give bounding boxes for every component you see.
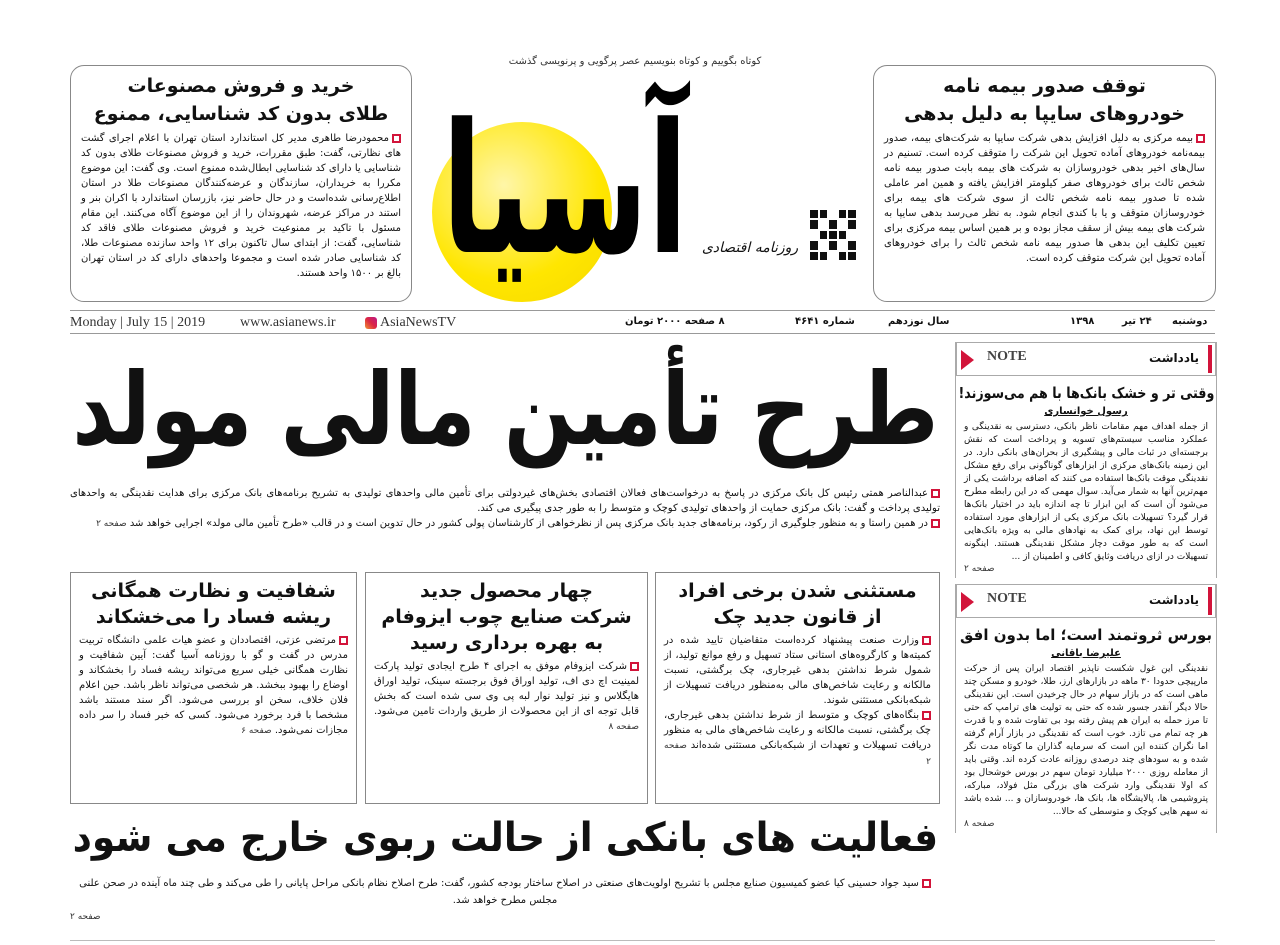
note-title: [956, 624, 1216, 646]
story-title: [664, 578, 931, 604]
note-title-text: وقتی تر و خشک بانک‌ها با هم می‌سوزند!: [958, 384, 1214, 402]
newspaper-logo: [440, 76, 690, 306]
page-ref: صفحه ۲: [664, 741, 931, 767]
issue-number: شماره ۴۶۴۱: [795, 316, 855, 327]
bottom-headline-text: فعالیت های بانکی از حالت ربوی خارج می شود: [72, 815, 938, 861]
accent-bar: [1208, 345, 1212, 373]
story-title: [79, 578, 348, 604]
story-title-text: به بهره برداری رسید: [409, 632, 604, 654]
bottom-headline: [70, 808, 940, 868]
page-ref: صفحه ۶: [241, 726, 272, 736]
instagram-icon: [365, 317, 377, 329]
story-title-text: چهار محصول جدید: [420, 580, 593, 602]
bullet-icon: [339, 636, 348, 645]
main-headline: [70, 340, 940, 480]
page-ref: صفحه ۸: [608, 722, 639, 732]
story-body: شرکت ایزوفام موفق به اجرای ۴ طرح ایجادی تولید پارکت لمینیت اچ دی اف، تولید اوراق فوق برجسته سینک، تولید اوراق هایگلاس و نیز تولید نوار لبه پی وی سی شده است که بخش قابل توجه ای از این محصولات از طریق واردات تامین می‌شود.: [374, 661, 639, 717]
note-author: رسول خوانساری: [1044, 406, 1128, 417]
bullet-icon: [922, 711, 931, 720]
story-title-text: شفافیت و نظارت همگانی: [91, 580, 336, 602]
story-title: [884, 100, 1205, 128]
story-title-text: توقف صدور بیمه نامه: [943, 75, 1146, 97]
story-title-text: ریشه فساد را می‌خشکاند: [95, 606, 332, 628]
triangle-icon: [961, 350, 974, 370]
story-body: محمودرضا طاهری مدیر کل استاندارد استان تهران با اعلام اجرای گشت های نظارتی، گفت: طبق مقررات، خرید و فروش مصنوعات طلای بدون کد شناسایی یا دارای کد شناسایی ابطال‌شده ممنوع است. وی گفت: این موضوع مکررا به خریداران، سازندگان و عرضه‌کنندگان مصنوعات طلا در استان اطلاع‌رسانی شده‌است و در حال حاضر نیز، بازرسان استاندارد با اکران بنر و استند در مراکز عرضه، شهروندان را از این موضوع آگاه می‌کنند. این مقام مسئول با تاکید بر ممنوعیت خرید و فروش مصنوعات طلای فاقد کد شناسایی، گفت: از ابتدای سال تاکنون برای ۱۲ واحد سازنده مصنوعات طلا، کد شناسایی صادر شده است و مجموعا واحدهای دارای کد در استان تهران بالغ بر ۱۵۰۰ واحد هستند.: [81, 133, 401, 279]
year-persian: ۱۳۹۸: [1070, 316, 1095, 327]
story-transparency: [70, 572, 357, 804]
story-body: وزارت صنعت پیشنهاد کرده‌است متقاضیان تایید شده در کمیته‌ها و کارگروه‌های استانی ستاد تسهیل و رفع موانع تولید، از شمول شرط نداشتن بدهی غیرجاری، چک برگشتی، نسبت مالکانه و رعایت شاخص‌های مالی به‌منظور دریافت تسهیلات از شبکه‌بانکی مستثنی شوند.: [664, 635, 931, 706]
main-lead: عبدالناصر همتی رئیس کل بانک مرکزی در پاسخ به درخواست‌های فعالان اقتصادی بخش‌های غیردولتی برای تأمین مالی واحدهای تولیدی به تشریح برنامه‌های بانک مرکزی برای هدایت نقدینگی به واحدهای تولیدی پرداخت و گفت: بانک مرکزی حمایت از واحدهای تولیدی کوچک و متوسط را به طور جدی پیگیری می کند. در همین راستا و به منظور جلوگیری از رکود، برنامه‌های جدید بانک مرکزی پس از نظرخواهی از کارشناسان پولی کشور در حال تدوین است و در قالب «طرح تأمین مالی مولد» اجرایی خواهد شد صفحه ۲: [70, 488, 940, 529]
story-isofam: [365, 572, 648, 804]
page-ref: صفحه ۲: [70, 912, 101, 922]
story-title: [81, 100, 401, 128]
story-body: مرتضی عزتی، اقتصاددان و عضو هیات علمی دانشگاه تربیت مدرس در گفت و گو با روزنامه آسیا گفت: آیین شفافیت و نظارت همگانی خیلی سریع می‌تواند ریشه فساد را بخشکاند و اوضاع را بهبود ببخشد. هر شخصی می‌تواند ناظر باشد. حین اعلام فلان خلاف، سخن او بررسی می‌شود. اگر سند مستند باشد مشخصا با فرد برخورد می‌شود. کسی که خبر فساد را سر داده مجازات نمی‌شود.: [79, 635, 348, 736]
website-link[interactable]: www.asianews.ir: [240, 315, 336, 330]
dateline-bar: [70, 310, 1215, 334]
bullet-icon: [392, 134, 401, 143]
sidebar: [955, 342, 1217, 833]
story-title-text: خودروهای سایپا به دلیل بدهی: [904, 103, 1185, 125]
note-column-2: [955, 584, 1217, 833]
newspaper-logo-text: آسیا: [442, 86, 688, 295]
story-title-text: خرید و فروش مصنوعات: [127, 75, 355, 97]
volume-year: سال نوزدهم: [888, 316, 950, 327]
bullet-icon: [1196, 134, 1205, 143]
story-title-text: از قانون جدید چک: [713, 606, 882, 628]
note-body: نقدینگی این غول شکست ناپذیر اقتصاد ایران پس از حرکت مارپیچی حدودا ۳۰ ماهه در بازارهای ارز، طلا، خودرو و مسکن چند ماهی است که در بازار سهام در حال چرخیدن است. این نقدینگی حالا دیگر آنقدر جسور شده که حتی به تولیت های ترامپ که حتی تا مرز حمله به ایران هم پیش رفته بود بی تفاوت شده و با قدرت هر چه تمام می تازد. خوب است که نقدینگی در بازار آرام گرفته اما نگران کننده این است که سرمایه گذاران ما کوتاه مدت نگر شده و به سودهای چند درصدی روزانه عادت کرده اند. وقتی باید از معامله روزی ۲۰۰۰ میلیارد تومان سهم در بورس خوشحال بود که اولا نقدینگی وارد شرکت های بزرگی مثل فولاد، مبارکه، پتروشیمی ها، پالایشگاه ها، بانک ها، خودروسازان و ... شده باشد نه سهم هایی کوچک و متوسطی که حالا...: [964, 664, 1208, 817]
story-title-text: شرکت صنایع چوب ایزوفام: [381, 606, 632, 628]
note-title-text: بورس ثروتمند است؛ اما بدون افق: [960, 626, 1212, 644]
accent-bar: [1208, 587, 1212, 615]
masthead-subtitle: روزنامه اقتصادی: [701, 240, 799, 256]
page-ref: صفحه ۸: [964, 819, 995, 829]
note-header: NOTE یادداشت: [956, 584, 1216, 618]
story-body: بیمه مرکزی به دلیل افزایش بدهی شرکت سایپا به شرکت‌های بیمه، صدور بیمه‌نامه خودروهای آماده تحویل این شرکت را متوقف کرده است. تسنیم در سال‌های اخیر بدهی خودروسازان به شرکت های بیمه بابت صدور بیمه نامه شخص ثالث برای خودروهای صفر کیلومتر افزایش یافته و همین امر عاملی شده تا صدور بیمه نامه شخص ثالث از سوی شرکت های بیمه برای خودروسازان متوقف و یا با کندی انجام شود. به نظر می‌رسد بدهی سایپا به شرکت های بیمه بیش از سقف مجاز بوده و بر همین اساس بیمه مرکزی برای تعیین تکلیف این بدهی ها صدور بیمه نامه شخص ثالث را برای خودروهای آماده تحویل این شرکت متوقف کرده است.: [884, 133, 1205, 264]
story-title: [664, 604, 931, 630]
note-author: علیرضا باقانی: [1051, 648, 1121, 659]
main-headline-text: طرح تأمین مالی مولد: [71, 351, 939, 468]
footer-divider: [70, 940, 1215, 941]
story-title: [884, 72, 1205, 100]
triangle-icon: [961, 592, 974, 612]
story-saipa-insurance: [873, 65, 1216, 302]
story-title-text: مستثنی شدن برخی افراد: [678, 580, 917, 602]
story-body: بنگاه‌های کوچک و متوسط از شرط نداشتن بدهی غیرجاری، چک برگشتی، نسبت مالکانه و رعایت شاخص‌های مالی به منظور دریافت تسهیلات و تعهدات از شبکه‌بانکی مستثنی شده‌اند: [664, 710, 931, 751]
date-english: Monday | July 15 | 2019: [70, 315, 206, 330]
bullet-icon: [931, 489, 940, 498]
price: ۸ صفحه ۲۰۰۰ تومان: [625, 316, 725, 327]
story-title: [374, 630, 639, 656]
qr-code-icon: [810, 210, 856, 260]
note-column-1: [955, 342, 1217, 578]
story-title: [81, 72, 401, 100]
story-gold-trade: [70, 65, 412, 302]
note-body: از جمله اهداف مهم مقامات ناظر بانکی، دسترسی به نقدینگی و عملکرد مناسب سیستم‌های تسویه و پرداخت است که نقش برجسته‌ای در ثبات مالی و پیشگیری از بحران‌های بانکی دارد. در این زمینه بانک‌های مرکزی از ابزارهای گوناگونی برای رفع مشکل نقدینگی موقت بانک‌ها استفاده می کنند که اضافه برداشت یکی از مهم‌ترین آنها به شمار می‌آید. سوال مهمی که در این رابطه مطرح می‌شود آن است که این ابزار تا چه اندازه باید در اختیار بانک‌ها قرار گیرد؟ تسهیلات بانک مرکزی یکی از ابزارهای مورد استفاده توسط این نهاد، برای کمک به نهادهای مالی به ویژه بانک‌هایی است که به طور موقت دچار مشکل نقدینگی هستند. اینگونه تسهیلات در ازای دریافت وثایق کافی و اطمینان از ...: [964, 422, 1208, 562]
note-header: NOTE یادداشت: [956, 342, 1216, 376]
story-title: [374, 578, 639, 604]
masthead-motto: کوتاه بگوییم و کوتاه بنویسیم عصر پرگویی و پرنویسی گذشت: [508, 56, 762, 67]
page-ref: صفحه ۲: [96, 519, 127, 529]
bullet-icon: [922, 879, 931, 888]
story-title: [374, 604, 639, 630]
page-ref: صفحه ۲: [964, 564, 995, 574]
instagram-link[interactable]: AsiaNewsTV: [365, 315, 456, 331]
story-title: [79, 604, 348, 630]
story-title-text: طلای بدون کد شناسایی، ممنوع: [93, 103, 389, 125]
bullet-icon: [630, 662, 639, 671]
weekday-persian: دوشنبه: [1172, 316, 1208, 327]
date-persian: ۲۴ تیر: [1122, 316, 1152, 327]
bullet-icon: [922, 636, 931, 645]
bullet-icon: [931, 519, 940, 528]
bottom-lead: سید جواد حسینی کیا عضو کمیسیون صنایع مجلس با تشریح اولویت‌های صنعتی در اصلاح ساختار بودجه کشور، گفت: طرح اصلاح نظام بانکی مراحل پایانی را طی می‌کند و طی چند ماه آینده در صحن علنی مجلس مطرح خواهد شد. صفحه ۲: [70, 875, 940, 926]
note-title: [956, 382, 1216, 404]
story-cheque-law: [655, 572, 940, 804]
